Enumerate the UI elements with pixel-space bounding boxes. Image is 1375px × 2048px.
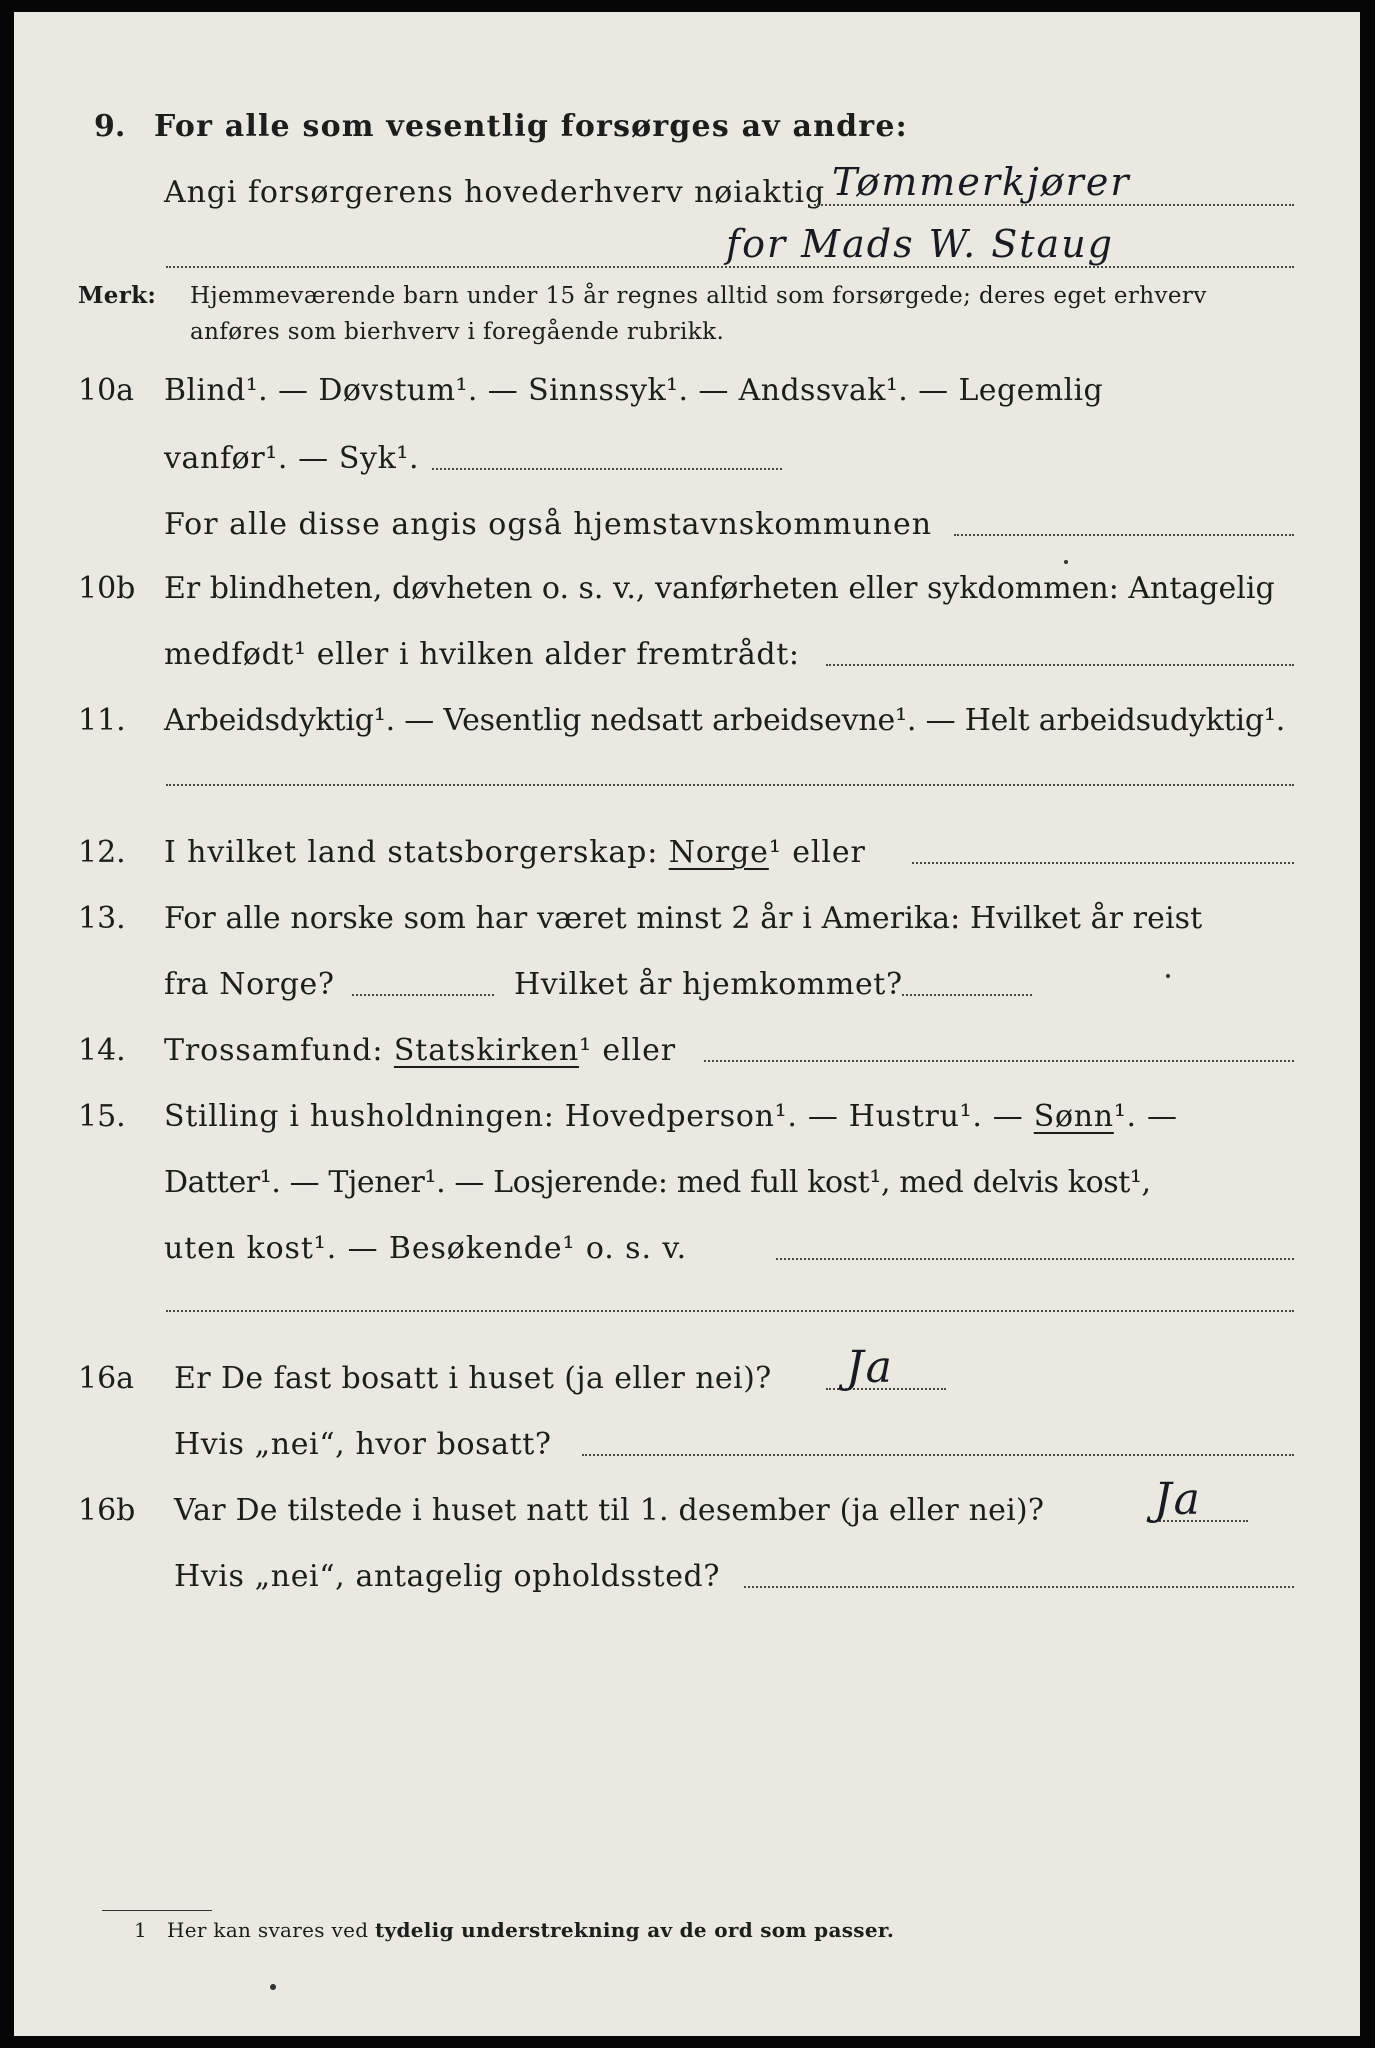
q9-answer-line2[interactable] [166, 266, 1294, 268]
footnote-rule [102, 1910, 212, 1911]
paper-speck [1166, 974, 1170, 978]
q13-line2a: fra Norge? [164, 967, 335, 1002]
q12-prefix: I hvilket land statsborgerskap: [164, 835, 659, 870]
q16b-number: 16b [78, 1493, 136, 1528]
q9-line1: For alle som vesentlig forsørges av andre: [154, 109, 908, 144]
q15-line3: uten kost¹. — Besøkende¹ o. s. v. [164, 1231, 688, 1266]
q14-line [164, 1032, 676, 1070]
q15-answer-line1[interactable] [776, 1258, 1294, 1260]
merk-label: Merk: [78, 282, 157, 309]
q16a-line1: Er De fast bosatt i huset (ja eller nei)? [174, 1361, 772, 1396]
footnote-text: Her kan svares ved [167, 1918, 369, 1942]
q10a-number: 10a [78, 373, 135, 408]
q11-number: 11. [78, 703, 126, 738]
q10a-line3: For alle disse angis også hjemstavnskommunen [164, 507, 933, 542]
q16a-line2: Hvis „nei“, hvor bosatt? [174, 1427, 552, 1462]
q16a-number: 16a [78, 1361, 135, 1396]
paper-speck [270, 1984, 276, 1990]
q9-handwritten-answer1: Tømmerkjører [832, 160, 1131, 204]
q9-answer-line1[interactable] [814, 204, 1294, 206]
q10b-number: 10b [78, 571, 136, 606]
q13-hjemkommet-answer-line[interactable] [902, 994, 1032, 996]
q10b-answer-line[interactable] [826, 664, 1294, 666]
q9-line2: Angi forsørgerens hovederhverv nøiaktig [164, 175, 826, 210]
q15-line1-suffix: ¹. — [1113, 1099, 1178, 1134]
footnote-mark: 1 [134, 1918, 148, 1942]
q14-underlined-option[interactable]: Statskirken [393, 1033, 580, 1068]
paper-speck [1064, 560, 1068, 564]
footnote-bold-text: tydelig understrekning av de ord som passer. [375, 1918, 895, 1942]
q14-suffix: ¹ eller [579, 1033, 676, 1068]
q9-number: 9. [94, 109, 126, 144]
q10a-syk-answer-line[interactable] [432, 468, 782, 470]
census-form-page [14, 12, 1360, 2036]
merk-line2: anføres som bierhverv i foregående rubrikk. [190, 319, 725, 345]
q16b-line1: Var De tilstede i huset natt til 1. desember (ja eller nei)? [174, 1493, 1045, 1528]
footnote [134, 1916, 894, 1944]
q13-reist-answer-line[interactable] [352, 994, 494, 996]
q16b-handwritten-answer: Ja [1154, 1474, 1202, 1525]
q15-answer-line2[interactable] [166, 1310, 1294, 1312]
q12-number: 12. [78, 835, 126, 870]
q15-underlined-option[interactable]: Sønn [1033, 1099, 1114, 1134]
q16b-opholdssted-answer-line[interactable] [744, 1586, 1294, 1588]
q15-number: 15. [78, 1099, 126, 1134]
q15-line1-prefix: Stilling i husholdningen: Hovedperson¹. — Hustru¹. — [164, 1099, 1024, 1134]
q16a-handwritten-answer: Ja [846, 1342, 894, 1393]
q14-number: 14. [78, 1033, 126, 1068]
q14-answer-line[interactable] [704, 1060, 1294, 1062]
q11-answer-line[interactable] [166, 784, 1294, 786]
q11-line1: Arbeidsdyktig¹. — Vesentlig nedsatt arbeidsevne¹. — Helt arbeidsudyktig¹. [164, 703, 1286, 738]
merk-line1: Hjemmeværende barn under 15 år regnes alltid som forsørgede; deres eget erhverv [190, 283, 1207, 309]
q13-number: 13. [78, 901, 126, 936]
q13-line2b: Hvilket år hjemkommet? [514, 967, 903, 1002]
q16b-line2: Hvis „nei“, antagelig opholdssted? [174, 1559, 721, 1594]
q10b-line1: Er blindheten, døvheten o. s. v., vanførheten eller sykdommen: Antagelig [164, 571, 1275, 606]
q13-line1: For alle norske som har været minst 2 år i Amerika: Hvilket år reist [164, 901, 1203, 936]
q16a-bosatt-answer-line[interactable] [582, 1454, 1294, 1456]
q12-underlined-option[interactable]: Norge [668, 835, 769, 870]
q12-line [164, 834, 866, 872]
q12-suffix: ¹ eller [768, 835, 866, 870]
q14-prefix: Trossamfund: [164, 1033, 384, 1068]
q10b-line2: medfødt¹ eller i hvilken alder fremtrådt: [164, 637, 800, 672]
q10a-line1: Blind¹. — Døvstum¹. — Sinnssyk¹. — Andssvak¹. — Legemlig [164, 373, 1104, 408]
q10a-hjemstavn-answer-line[interactable] [954, 534, 1294, 536]
q9-handwritten-answer2: for Mads W. Staug [726, 222, 1114, 266]
q15-line2: Datter¹. — Tjener¹. — Losjerende: med full kost¹, med delvis kost¹, [164, 1165, 1151, 1200]
q10a-line2: vanfør¹. — Syk¹. [164, 441, 420, 476]
q12-answer-line[interactable] [912, 862, 1294, 864]
q15-line1 [164, 1098, 1178, 1136]
